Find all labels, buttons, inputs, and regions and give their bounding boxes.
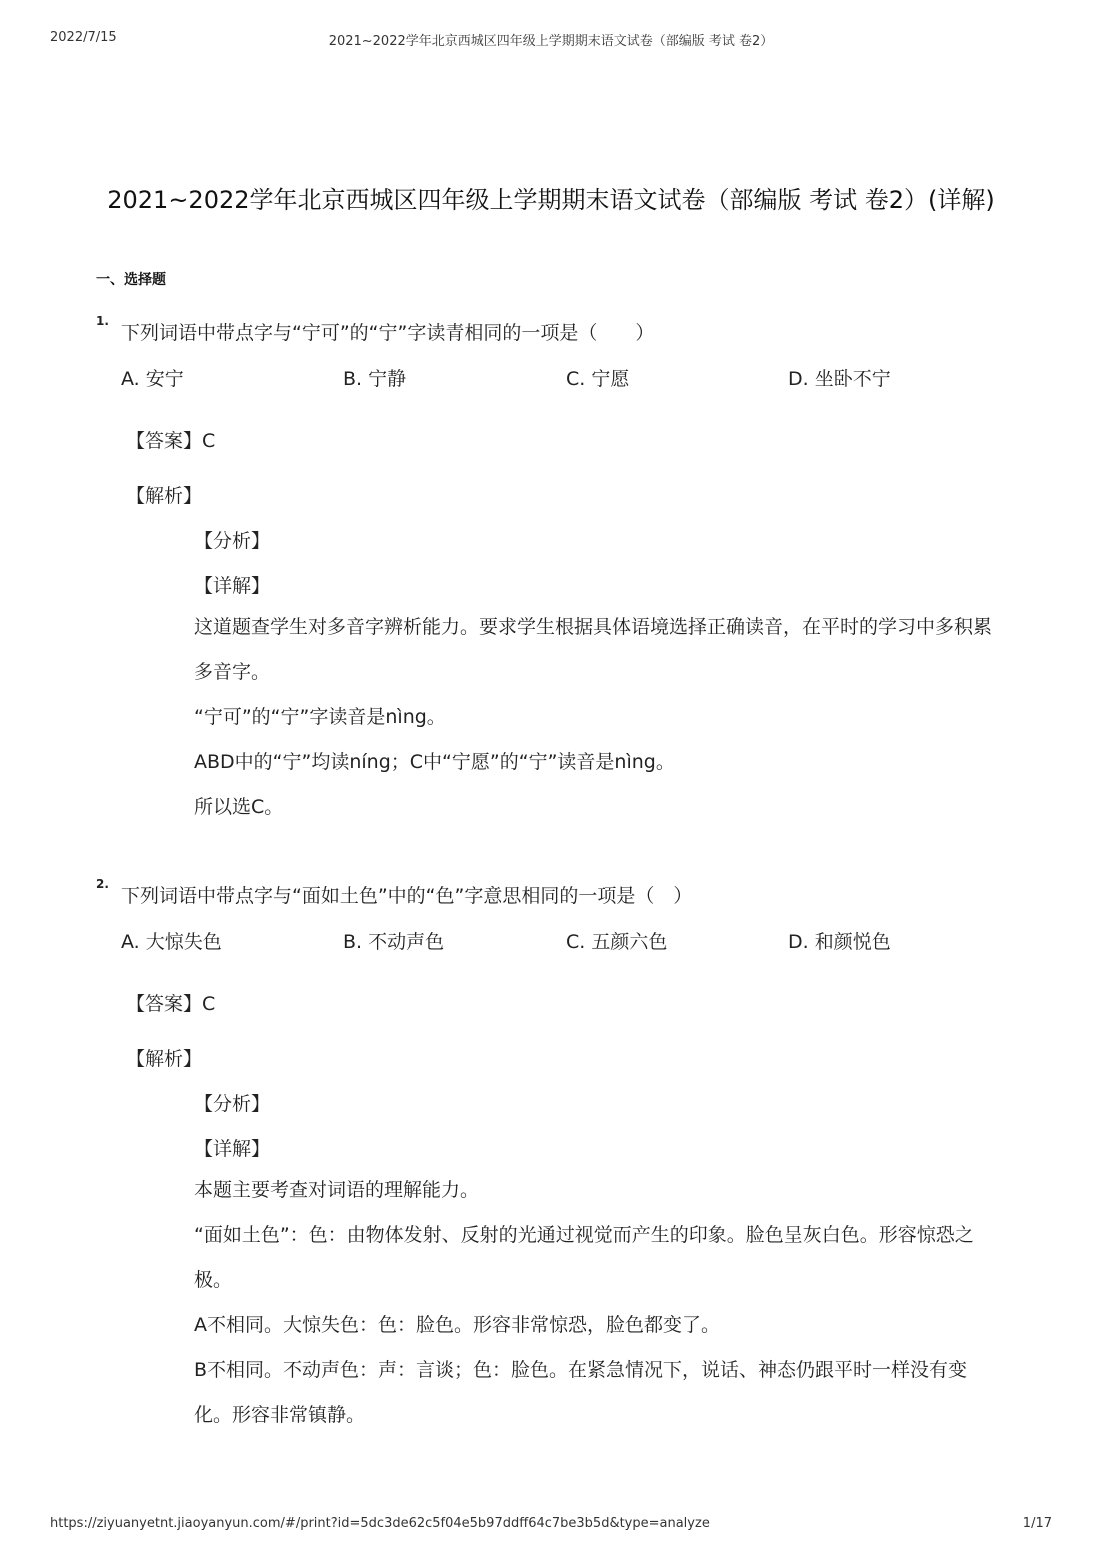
option-a: A. 大惊失色 <box>121 931 222 953</box>
explanation-paragraph: “面如土色”：色：由物体发射、反射的光通过视觉而产生的印象。脸色呈灰白色。形容惊恐之极。 <box>194 1224 974 1291</box>
option-d: D. 坐卧不宁 <box>788 368 891 390</box>
footer-url: https://ziyuanyetnt.jiaoyanyun.com/#/print?id=5dc3de62c5f04e5b97ddff64c7be3b5d&type=analyze <box>50 1516 710 1531</box>
xiangjie-label: 【详解】 <box>194 575 271 597</box>
explanation-paragraph: ABD中的“宁”均读níng；C中“宁愿”的“宁”读音是nìng。 <box>194 751 675 773</box>
explanation-paragraph: 这道题查学生对多音字辨析能力。要求学生根据具体语境选择正确读音，在平时的学习中多积累多音字。 <box>194 616 993 683</box>
question-number: 2. <box>96 877 109 891</box>
explanation-paragraph: “宁可”的“宁”字读音是nìng。 <box>194 706 446 728</box>
explanation-paragraph: 本题主要考查对词语的理解能力。 <box>194 1179 480 1201</box>
option-c: C. 五颜六色 <box>566 931 668 953</box>
option-c: C. 宁愿 <box>566 368 630 390</box>
question-number: 1. <box>96 314 109 328</box>
answer: 【答案】C <box>126 993 216 1015</box>
analysis-label: 【解析】 <box>126 485 203 507</box>
explanation-paragraph: 所以选C。 <box>194 796 284 818</box>
option-d: D. 和颜悦色 <box>788 931 891 953</box>
option-b: B. 宁静 <box>343 368 407 390</box>
analysis-label: 【解析】 <box>126 1048 203 1070</box>
explanation-paragraph: A不相同。大惊失色：色：脸色。形容非常惊恐，脸色都变了。 <box>194 1314 720 1336</box>
fenxi-label: 【分析】 <box>194 530 271 552</box>
xiangjie-label: 【详解】 <box>194 1138 271 1160</box>
page-number: 1/17 <box>1022 1516 1052 1531</box>
document-title: 2021~2022学年北京西城区四年级上学期期末语文试卷（部编版 考试 卷2）(详解) <box>107 186 995 214</box>
fenxi-label: 【分析】 <box>194 1093 271 1115</box>
question-text: 下列词语中带点字与“面如土色”中的“色”字意思相同的一项是（ ） <box>121 885 693 907</box>
explanation-paragraph: B不相同。不动声色：声：言谈；色：脸色。在紧急情况下，说话、神态仍跟平时一样没有变化。形容非常镇静。 <box>194 1359 968 1426</box>
header-date: 2022/7/15 <box>50 30 117 45</box>
option-b: B. 不动声色 <box>343 931 445 953</box>
answer: 【答案】C <box>126 430 216 452</box>
option-a: A. 安宁 <box>121 368 184 390</box>
section-title: 一、选择题 <box>96 272 166 288</box>
header-title: 2021~2022学年北京西城区四年级上学期期末语文试卷（部编版 考试 卷2） <box>328 34 774 49</box>
question-text: 下列词语中带点字与“宁可”的“宁”字读青相同的一项是（ ） <box>121 322 655 344</box>
